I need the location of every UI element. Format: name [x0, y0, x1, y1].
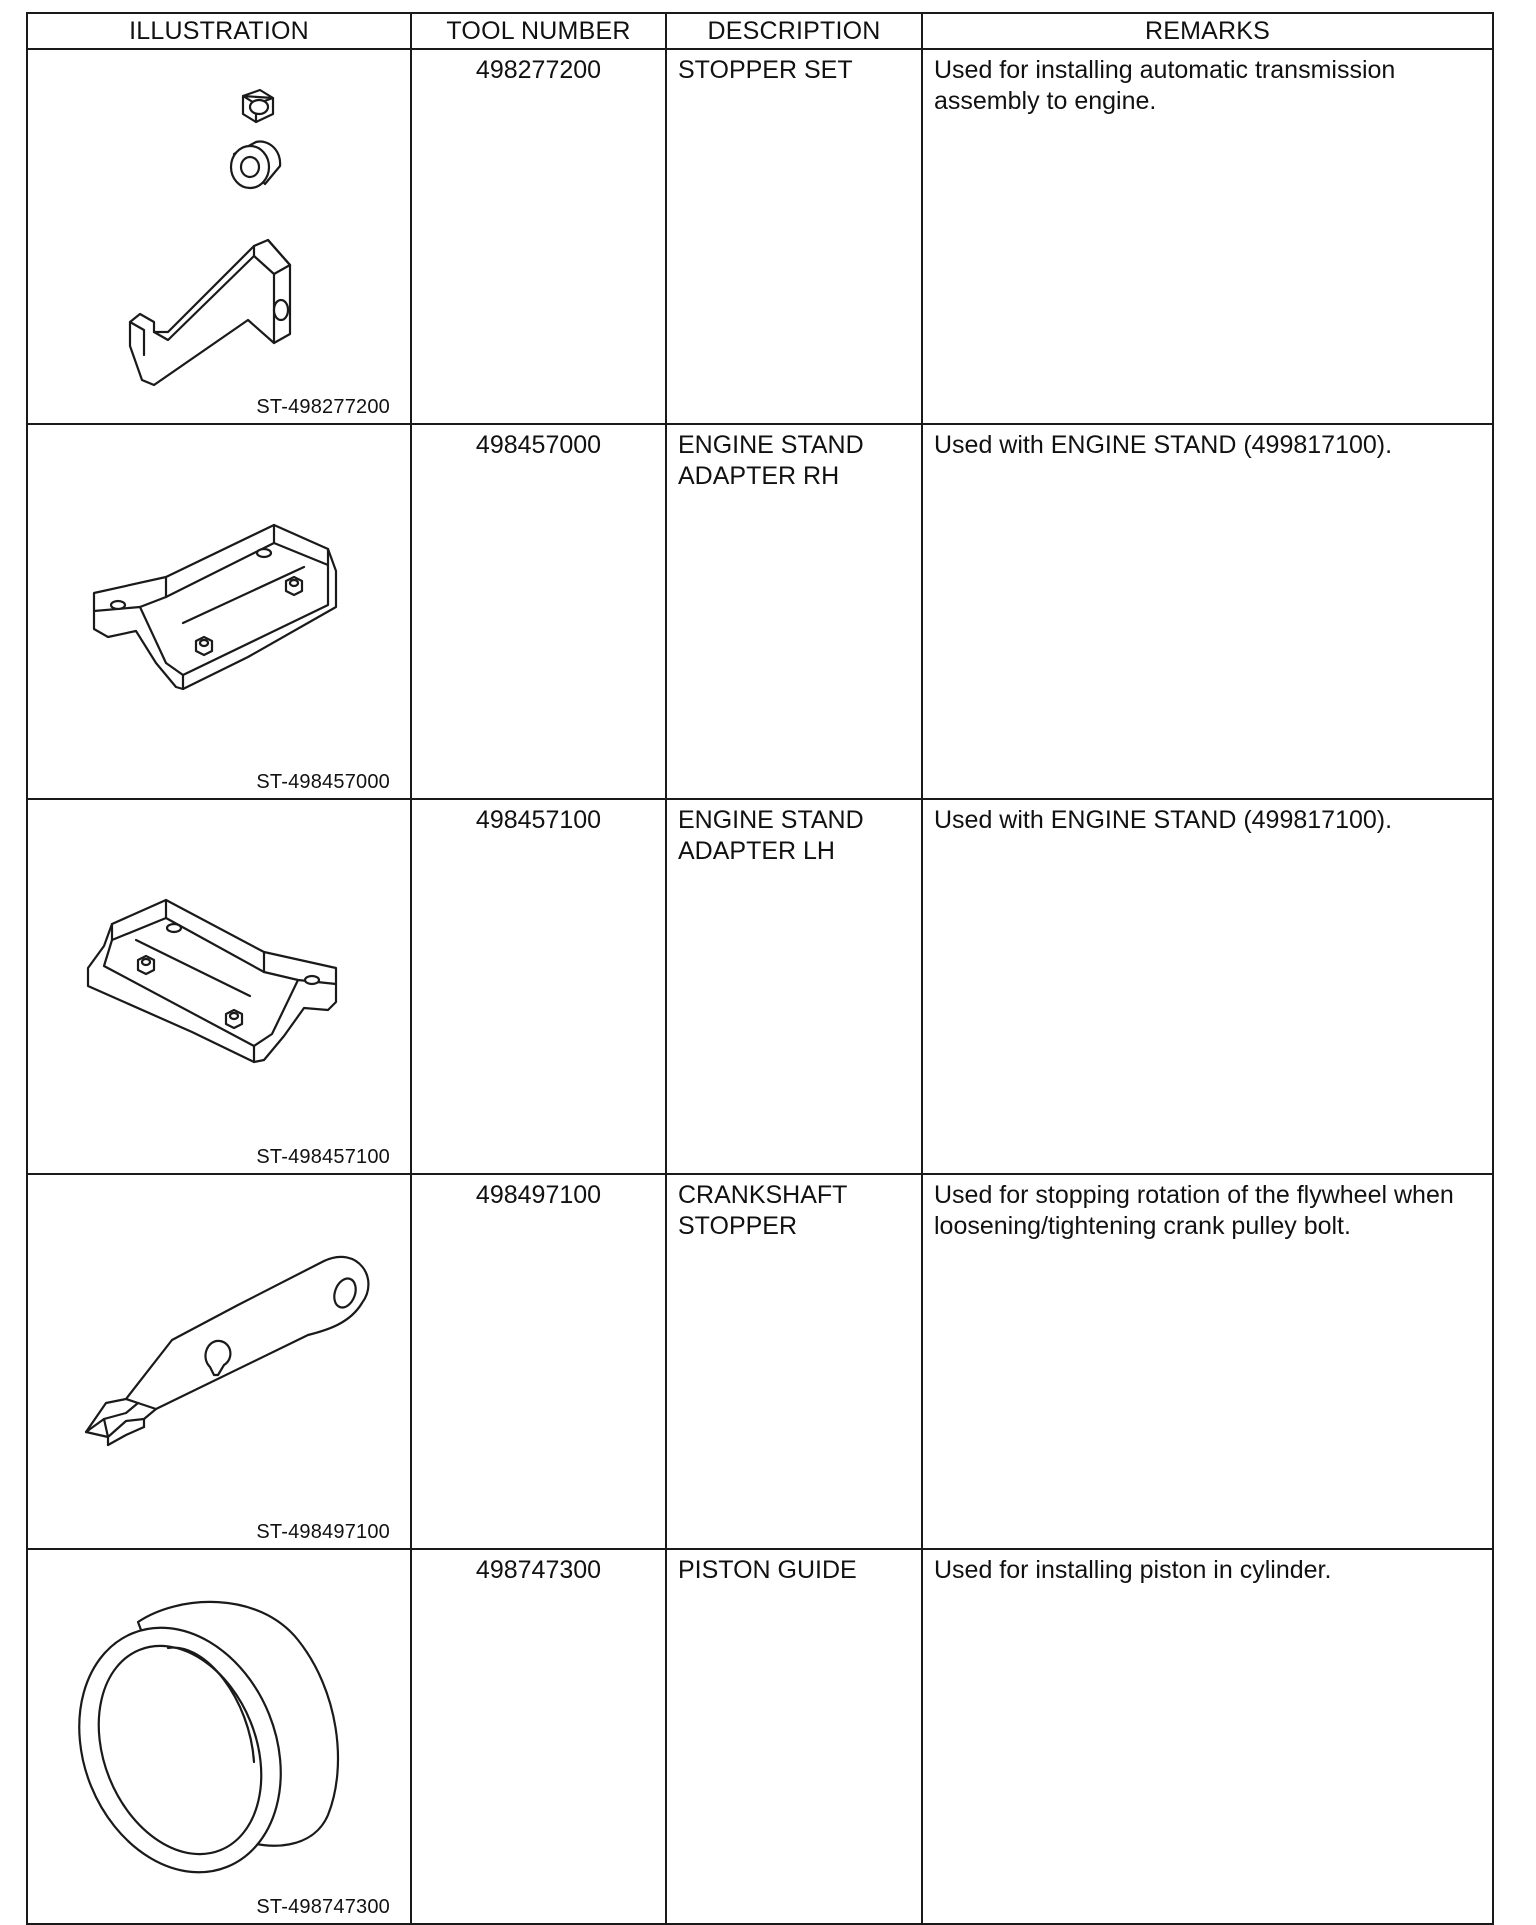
description-cell [666, 1174, 922, 1549]
remarks-cell [922, 799, 1493, 1174]
description-cell [666, 49, 922, 424]
description: PISTON GUIDE [678, 1556, 857, 1584]
table-row [27, 799, 1493, 1174]
table-header-row [27, 13, 1493, 49]
engine-stand-adapter-lh-illustration [28, 800, 412, 1150]
illustration-code: ST-498457000 [256, 771, 390, 793]
hook-bracket-drawing [130, 240, 290, 385]
remarks-cell [922, 1174, 1493, 1549]
remarks: Used for installing automatic transmission assembly to engine. [934, 56, 1396, 115]
description: ENGINE STAND ADAPTER RH [678, 431, 864, 490]
tool-number-cell [411, 49, 666, 424]
illustration-code: ST-498277200 [256, 396, 390, 418]
illustration-code: ST-498457100 [256, 1146, 390, 1168]
illustration-cell [27, 1549, 411, 1924]
tool-number-cell [411, 1174, 666, 1549]
remarks-cell [922, 1549, 1493, 1924]
description: CRANKSHAFT STOPPER [678, 1181, 848, 1240]
description-cell [666, 424, 922, 799]
tool-number: 498457000 [475, 431, 602, 459]
illustration-cell [27, 799, 411, 1174]
header-illustration: ILLUSTRATION [27, 13, 411, 49]
stopper-set-illustration [28, 50, 412, 400]
table-row [27, 1174, 1493, 1549]
table-row [27, 1549, 1493, 1924]
engine-stand-adapter-rh-illustration [28, 425, 412, 775]
tool-number: 498747300 [475, 1556, 602, 1584]
special-tools-table [26, 12, 1494, 1925]
illustration-code: ST-498747300 [256, 1896, 390, 1918]
illustration-code: ST-498497100 [256, 1521, 390, 1543]
description: ENGINE STAND ADAPTER LH [678, 806, 864, 865]
remarks: Used with ENGINE STAND (499817100). [934, 806, 1393, 834]
tool-number-cell [411, 799, 666, 1174]
special-tools-sheet [26, 12, 1494, 1925]
table-row [27, 49, 1493, 424]
header-description: DESCRIPTION [666, 13, 922, 49]
tool-number: 498457100 [475, 806, 602, 834]
description: STOPPER SET [678, 56, 853, 84]
description-cell [666, 1549, 922, 1924]
header-tool-number: TOOL NUMBER [411, 13, 666, 49]
illustration-cell [27, 49, 411, 424]
illustration-cell [27, 424, 411, 799]
tool-number: 498497100 [475, 1181, 602, 1209]
remarks: Used for stopping rotation of the flywheel when loosening/tightening crank pulley bolt. [934, 1181, 1454, 1240]
header-remarks: REMARKS [922, 13, 1493, 49]
piston-guide-illustration [28, 1550, 412, 1900]
tool-number-cell [411, 424, 666, 799]
crankshaft-stopper-illustration [28, 1175, 412, 1525]
tool-number-cell [411, 1549, 666, 1924]
illustration-cell [27, 1174, 411, 1549]
table-row [27, 424, 1493, 799]
remarks: Used with ENGINE STAND (499817100). [934, 431, 1393, 459]
description-cell [666, 799, 922, 1174]
tool-number: 498277200 [475, 56, 602, 84]
remarks-cell [922, 49, 1493, 424]
remarks: Used for installing piston in cylinder. [934, 1556, 1332, 1584]
remarks-cell [922, 424, 1493, 799]
